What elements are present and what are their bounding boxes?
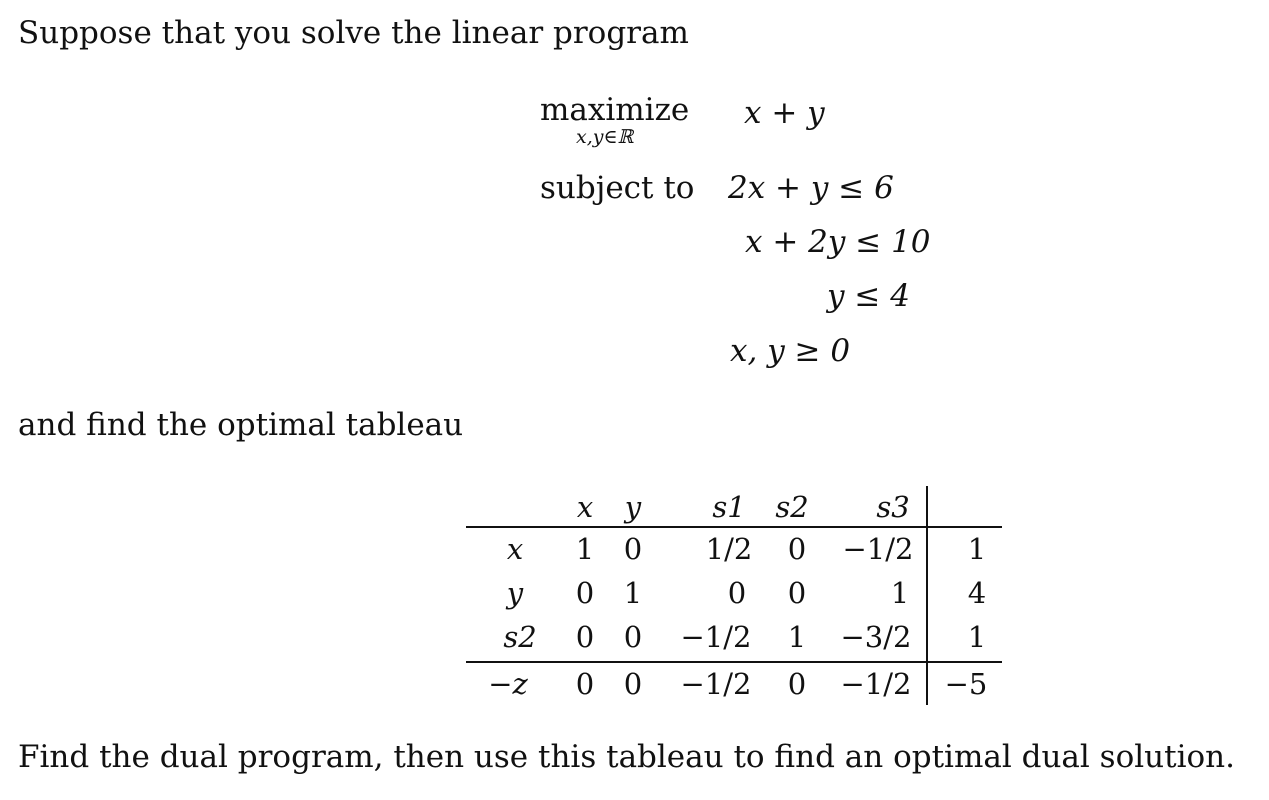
- tableau-cell: 0: [575, 667, 595, 701]
- middle-text: and find the optimal tableau: [18, 407, 464, 443]
- tableau-cell: 1: [890, 576, 910, 610]
- tableau-header-rule: [466, 526, 1002, 528]
- question-text: Find the dual program, then use this tableau to find an optimal dual solution.: [18, 739, 1235, 775]
- tableau-cell: 1: [967, 532, 987, 566]
- objective-function: x + y: [744, 95, 825, 131]
- tableau-cell: 0: [575, 576, 595, 610]
- tableau-cell: −5: [944, 667, 988, 701]
- tableau-header-s1: s1: [712, 490, 746, 524]
- constraint-2: x + 2y ≤ 10: [745, 224, 931, 260]
- tableau-cell: 0: [623, 532, 643, 566]
- tableau-cell: 4: [967, 576, 987, 610]
- tableau-row-label: s2: [503, 620, 537, 654]
- tableau-cell: 0: [787, 576, 807, 610]
- tableau-cell: 0: [623, 620, 643, 654]
- objective-domain: x,y∈ℝ: [576, 126, 634, 148]
- constraint-nonnegativity: x, y ≥ 0: [730, 333, 851, 369]
- tableau-cell: 1: [787, 620, 807, 654]
- tableau-cell: 0: [787, 667, 807, 701]
- subject-to-label: subject to: [540, 170, 695, 206]
- intro-text: Suppose that you solve the linear program: [18, 15, 689, 51]
- objective-keyword: maximize: [540, 92, 690, 128]
- tableau-header-s3: s3: [876, 490, 910, 524]
- tableau-cell: −3/2: [840, 620, 912, 654]
- tableau-header-s2: s2: [775, 490, 809, 524]
- tableau-row-label: y: [506, 576, 524, 610]
- tableau-cell: −1/2: [680, 620, 752, 654]
- tableau-rhs-rule: [926, 486, 928, 705]
- tableau-cell: −1/2: [680, 667, 752, 701]
- tableau-cell: 0: [623, 667, 643, 701]
- tableau-cell: 1/2: [705, 532, 753, 566]
- tableau-header-y: y: [624, 490, 642, 524]
- tableau-row-label: x: [506, 532, 524, 566]
- tableau-cell: −1/2: [842, 532, 914, 566]
- constraint-1: 2x + y ≤ 6: [728, 170, 894, 206]
- constraint-3: y ≤ 4: [827, 278, 910, 314]
- tableau-cell: 1: [623, 576, 643, 610]
- tableau-header-x: x: [576, 490, 594, 524]
- tableau-cell: 0: [727, 576, 747, 610]
- tableau-cell: 0: [575, 620, 595, 654]
- tableau-cell: 0: [787, 532, 807, 566]
- tableau-cell: 1: [967, 620, 987, 654]
- tableau-cell: −1/2: [840, 667, 912, 701]
- tableau-cell: 1: [575, 532, 595, 566]
- tableau-row-label: −z: [488, 667, 528, 701]
- tableau-objective-rule: [466, 661, 1002, 663]
